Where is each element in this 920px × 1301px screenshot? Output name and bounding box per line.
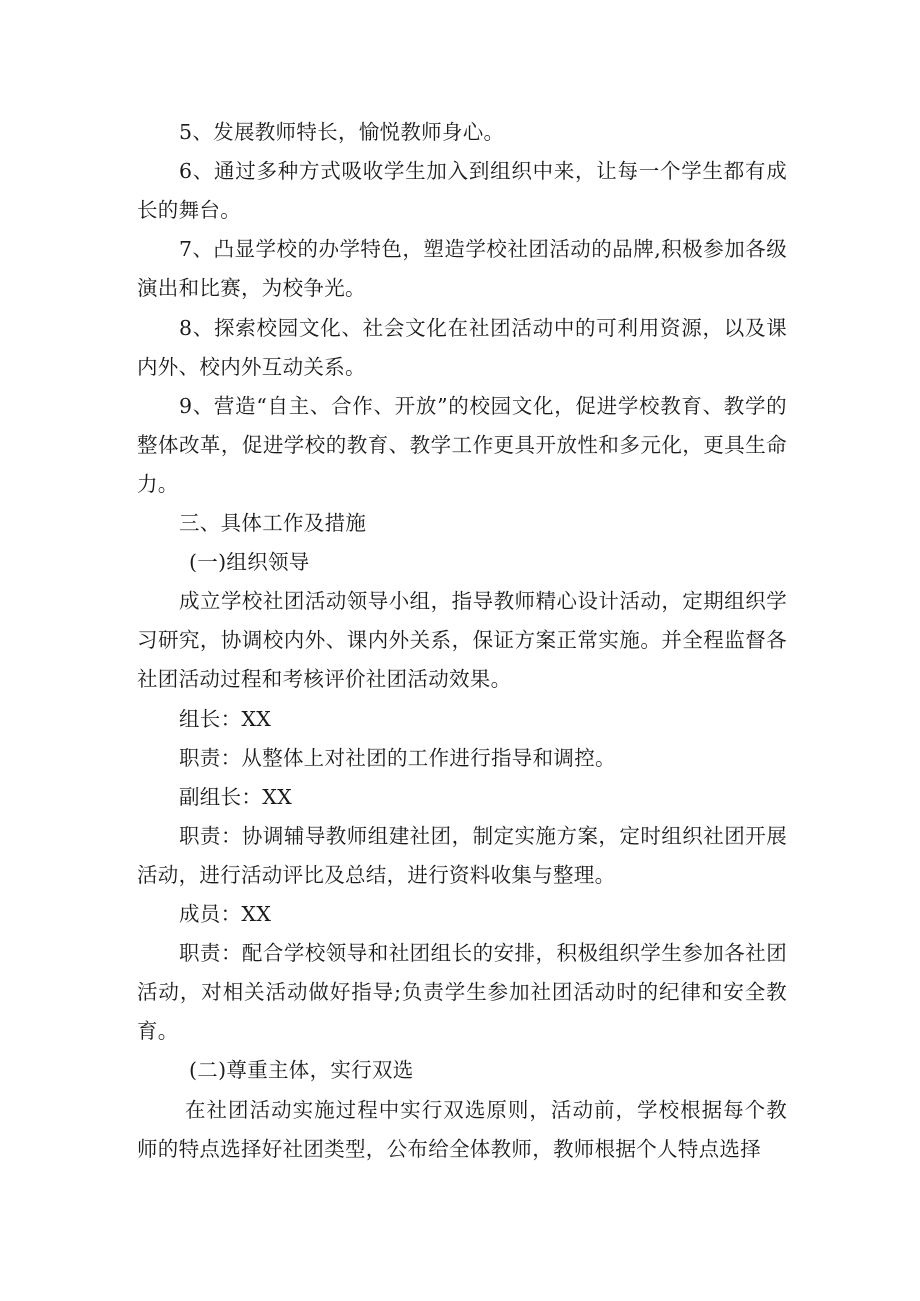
paragraph-select-desc: 在社团活动实施过程中实行双选原则，活动前，学校根据每个教师的特点选择好社团类型，公布给全体教师，教师根据个人特点选择 [137,1098,787,1161]
paragraph-item-9: 9、营造“自主、合作、开放”的校园文化，促进学校教育、教学的整体改革，促进学校的教育、教学工作更具开放性和多元化，更具生命力。 [137,394,787,496]
paragraph-item-8: 8、探索校园文化、社会文化在社团活动中的可利用资源，以及课内外、校内外互动关系。 [137,316,787,379]
member-duty-line: 职责：配合学校领导和社团组长的安排，积极组织学生参加各社团活动，对相关活动做好指导;负责学生参加社团活动时的纪律和安全教育。 [137,941,787,1043]
leader-line: 组长：XX [179,707,272,731]
paragraph-org-desc: 成立学校社团活动领导小组，指导教师精心设计活动，定期组织学习研究，协调校内外、课内外关系，保证方案正常实施。并全程监督各社团活动过程和考核评价社团活动效果。 [137,589,787,691]
leader-duty-line: 职责：从整体上对社团的工作进行指导和调控。 [179,746,616,770]
paragraph-item-5: 5、发展教师特长，愉悦教师身心。 [179,120,505,144]
section-heading-3: 三、具体工作及措施 [179,511,367,535]
subsection-heading-org: (一)组织领导 [189,550,310,574]
paragraph-item-6: 6、通过多种方式吸收学生加入到组织中来，让每一个学生都有成长的舞台。 [137,159,787,222]
deputy-line: 副组长：XX [179,785,292,809]
subsection-heading-select: (二)尊重主体，实行双选 [189,1058,414,1082]
paragraph-item-7: 7、凸显学校的办学特色，塑造学校社团活动的品牌,积极参加各级演出和比赛，为校争光。 [137,237,787,300]
deputy-duty-line: 职责：协调辅导教师组建社团，制定实施方案，定时组织社团开展活动，进行活动评比及总结，进行资料收集与整理。 [137,824,787,887]
member-line: 成员：XX [179,902,272,926]
